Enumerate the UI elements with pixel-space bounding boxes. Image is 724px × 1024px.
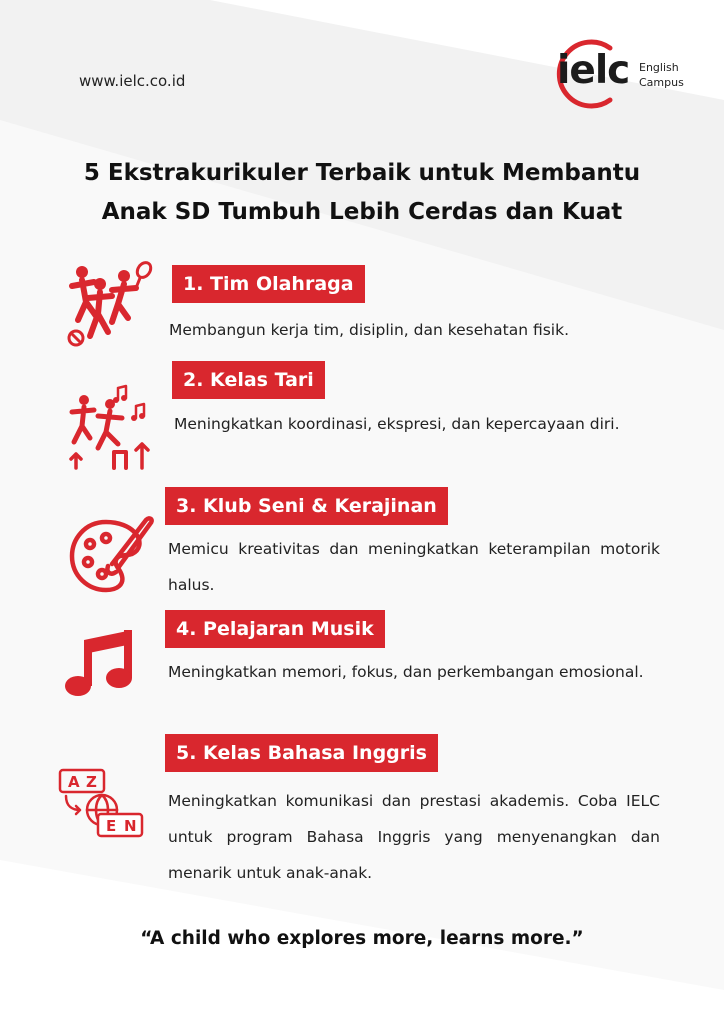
sports-team-icon bbox=[62, 258, 154, 350]
heading-kelas-tari: 2. Kelas Tari bbox=[172, 361, 325, 399]
icon-letter-a: A bbox=[68, 773, 80, 791]
closing-quote: “A child who explores more, learns more.” bbox=[140, 928, 584, 949]
heading-kelas-bahasa-inggris: 5. Kelas Bahasa Inggris bbox=[165, 734, 438, 772]
description-kelas-bahasa-inggris: Meningkatkan komunikasi dan prestasi akademis. Coba IELC untuk program Bahasa Inggris yang menyenangkan dan menarik untuk anak-anak. bbox=[168, 792, 660, 882]
logo-subtitle-line2: Campus bbox=[639, 76, 684, 89]
description-kelas-tari: Meningkatkan koordinasi, ekspresi, dan kepercayaan diri. bbox=[174, 415, 620, 433]
logo-subtitle-line1: English bbox=[639, 61, 679, 74]
description-pelajaran-musik: Meningkatkan memori, fokus, dan perkembangan emosional. bbox=[168, 663, 644, 681]
heading-pelajaran-musik: 4. Pelajaran Musik bbox=[165, 610, 385, 648]
dance-class-icon bbox=[62, 382, 154, 474]
icon-letter-n: N bbox=[124, 817, 137, 835]
music-note-icon bbox=[64, 626, 138, 700]
website-url[interactable]: www.ielc.co.id bbox=[79, 72, 186, 90]
palette-brush-icon bbox=[66, 510, 156, 596]
logo-wordmark: ielc bbox=[557, 48, 630, 93]
heading-tim-olahraga: 1. Tim Olahraga bbox=[172, 265, 365, 303]
logo-subtitle bbox=[639, 60, 684, 90]
description-tim-olahraga: Membangun kerja tim, disiplin, dan kesehatan fisik. bbox=[169, 321, 569, 339]
language-translate-icon bbox=[58, 766, 148, 842]
page-title-line2: Anak SD Tumbuh Lebih Cerdas dan Kuat bbox=[101, 199, 623, 225]
icon-letter-e: E bbox=[106, 817, 117, 835]
icon-letter-z: Z bbox=[86, 773, 97, 791]
ielc-logo bbox=[540, 38, 710, 110]
heading-klub-seni-kerajinan: 3. Klub Seni & Kerajinan bbox=[165, 487, 448, 525]
page-title-line1: 5 Ekstrakurikuler Terbaik untuk Membantu bbox=[83, 160, 641, 186]
description-klub-seni-kerajinan: Memicu kreativitas dan meningkatkan keterampilan motorik halus. bbox=[168, 540, 660, 594]
